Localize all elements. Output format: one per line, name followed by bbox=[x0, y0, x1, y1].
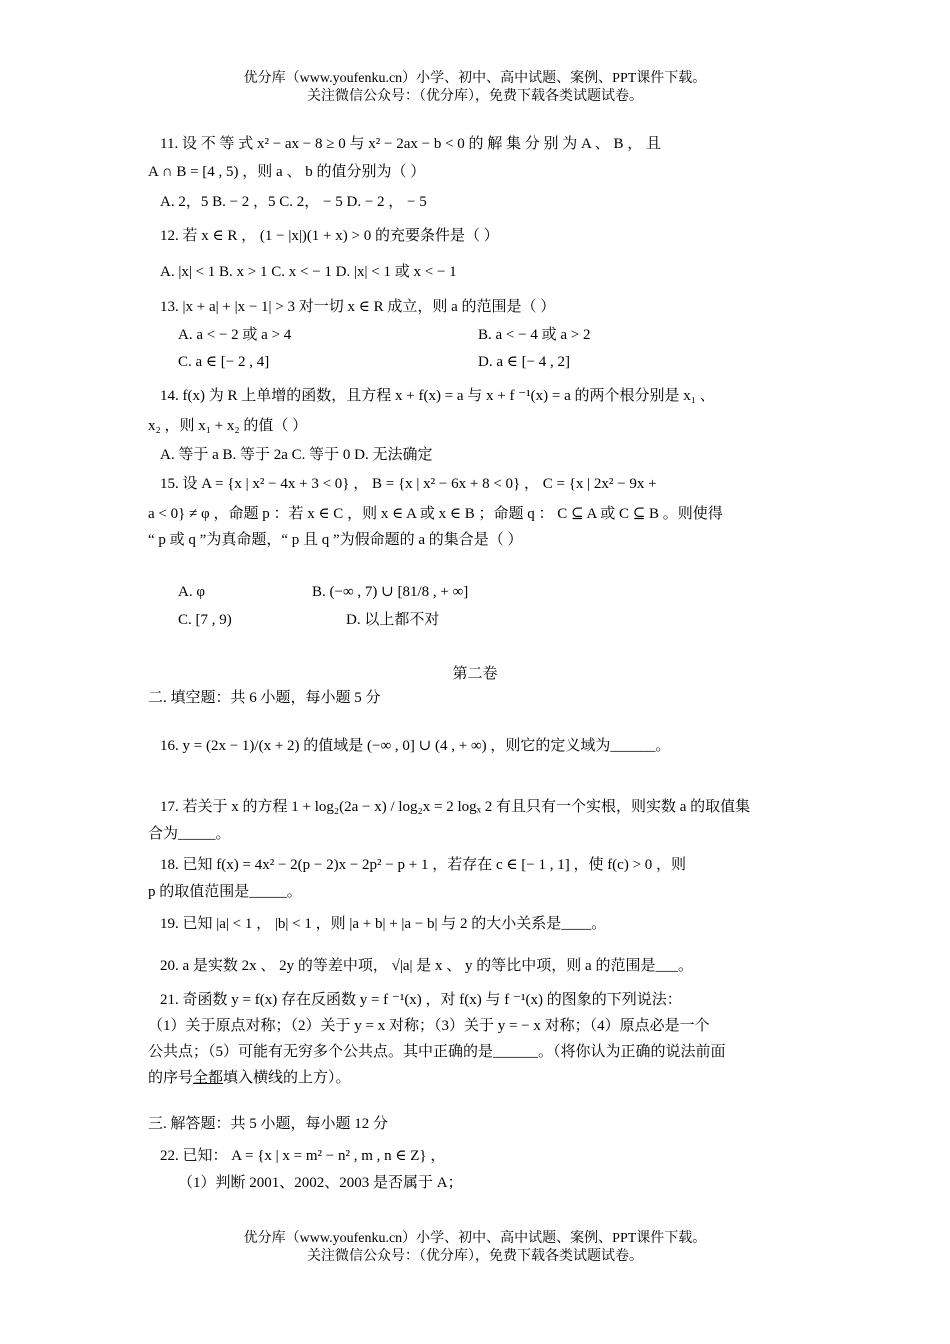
q22-part-1: （1）判断 2001、2002、2003 是否属于 A； bbox=[178, 1175, 463, 1191]
header-line-2: 关注微信公众号：（优分库），免费下载各类试题试卷。 bbox=[307, 89, 643, 104]
q20: 20. a 是实数 2x 、 2y 的等差中项， √|a| 是 x 、 y 的等比中项，则 a 的范围是___。 bbox=[160, 958, 693, 974]
q12-options: A. |x| < 1 B. x > 1 C. x < − 1 D. |x| < 1 或 x < − 1 bbox=[160, 264, 457, 280]
q21-line-3: 公共点；（5）可能有无穷多个公共点。其中正确的是______。（将你认为正确的说法前面 bbox=[148, 1044, 726, 1060]
q21-line-2: （1）关于原点对称；（2）关于 y = x 对称；（3）关于 y = − x 对称；（4）原点必是一个 bbox=[148, 1018, 710, 1034]
q13-option-a: A. a < − 2 或 a > 4 bbox=[178, 327, 292, 343]
q21-underlined-word: 全都 bbox=[193, 1070, 224, 1086]
q15-stem-line-3: “ p 或 q ”为真命题，“ p 且 q ”为假命题的 a 的集合是（ ） bbox=[148, 532, 523, 548]
footer-line-2: 关注微信公众号：（优分库），免费下载各类试题试卷。 bbox=[307, 1249, 643, 1264]
q12-stem: 12. 若 x ∈ R ， (1 − |x|)(1 + x) > 0 的充要条件是（ ） bbox=[160, 228, 499, 244]
q22-stem: 22. 已知： A = {x | x = m² − n² , m , n ∈ Z} ， bbox=[160, 1148, 446, 1164]
q18-line-2: p 的取值范围是_____。 bbox=[148, 884, 302, 900]
q16: 16. y = (2x − 1)/(x + 2) 的值域是 (−∞ , 0] ∪ (4 , + ∞) ，则它的定义域为______。 bbox=[160, 738, 671, 754]
q15-option-c: C. [7 , 9) bbox=[178, 612, 232, 628]
q13-stem: 13. |x + a| + |x − 1| > 3 对一切 x ∈ R 成立，则 a 的范围是（ ） bbox=[160, 299, 556, 315]
q13-option-c: C. a ∈ [− 2 , 4] bbox=[178, 354, 270, 370]
q21-line-4-a: 的序号 bbox=[148, 1070, 194, 1086]
q15-option-d: D. 以上都不对 bbox=[346, 612, 440, 628]
footer-line-1: 优分库（www.youfenku.cn）小学、初中、高中试题、案例、PPT课件下载。 bbox=[243, 1231, 707, 1246]
q13-option-b: B. a < − 4 或 a > 2 bbox=[478, 327, 591, 343]
q15-stem-line-2: a < 0} ≠ φ ，命题 p ：若 x ∈ C ，则 x ∈ A 或 x ∈ B ；命题 q ： C ⊆ A 或 C ⊆ B 。则使得 bbox=[148, 506, 723, 522]
q14-stem-line-1: 14. f(x) 为 R 上单增的函数，且方程 x + f(x) = a 与 x + f ⁻¹(x) = a 的两个根分别是 x₁ 、 bbox=[160, 388, 715, 404]
q15-stem-line-1: 15. 设 A = {x | x² − 4x + 3 < 0} ， B = {x | x² − 6x + 8 < 0} ， C = {x | 2x² − 9x + bbox=[160, 476, 657, 492]
fill-in-heading: 二. 填空题：共 6 小题，每小题 5 分 bbox=[148, 690, 381, 706]
q11-options: A. 2，5 B. − 2 ，5 C. 2， − 5 D. − 2 ， − 5 bbox=[160, 194, 427, 210]
q14-options: A. 等于 a B. 等于 2a C. 等于 0 D. 无法确定 bbox=[160, 447, 433, 463]
q14-stem-line-2: x₂ ，则 x₁ + x₂ 的值（ ） bbox=[148, 418, 308, 434]
q17-line-2: 合为_____。 bbox=[148, 826, 231, 842]
q15-option-a: A. φ bbox=[178, 584, 205, 600]
q21-line-4-b: 填入横线的上方）。 bbox=[223, 1070, 351, 1086]
part-2-title: 第二卷 bbox=[452, 666, 498, 682]
q11-stem-line-2: A ∩ B = [4 , 5) ，则 a 、 b 的值分别为（ ） bbox=[148, 164, 426, 180]
header-line-1: 优分库（www.youfenku.cn）小学、初中、高中试题、案例、PPT课件下载。 bbox=[243, 71, 707, 86]
q15-option-b: B. (−∞ , 7) ∪ [81/8 , + ∞] bbox=[312, 584, 469, 600]
q21-line-1: 21. 奇函数 y = f(x) 存在反函数 y = f ⁻¹(x) ，对 f(x) 与 f ⁻¹(x) 的图象的下列说法： bbox=[160, 992, 682, 1008]
q18-line-1: 18. 已知 f(x) = 4x² − 2(p − 2)x − 2p² − p + 1 ，若存在 c ∈ [− 1 , 1] ，使 f(c) > 0 ，则 bbox=[160, 857, 687, 873]
q19: 19. 已知 |a| < 1 ， |b| < 1 ，则 |a + b| + |a − b| 与 2 的大小关系是____。 bbox=[160, 916, 607, 932]
q13-option-d: D. a ∈ [− 4 , 2] bbox=[478, 354, 571, 370]
q21-line-4 bbox=[148, 1068, 351, 1088]
q17-line-1: 17. 若关于 x 的方程 1 + log₂(2a − x) / log₂x = 2 logₓ 2 有且只有一个实根，则实数 a 的取值集 bbox=[160, 799, 751, 815]
answer-heading: 三. 解答题：共 5 小题，每小题 12 分 bbox=[148, 1116, 389, 1132]
q11-stem-line-1: 11. 设 不 等 式 x² − ax − 8 ≥ 0 与 x² − 2ax − b < 0 的 解 集 分 别 为 A 、 B ， 且 bbox=[160, 136, 662, 152]
